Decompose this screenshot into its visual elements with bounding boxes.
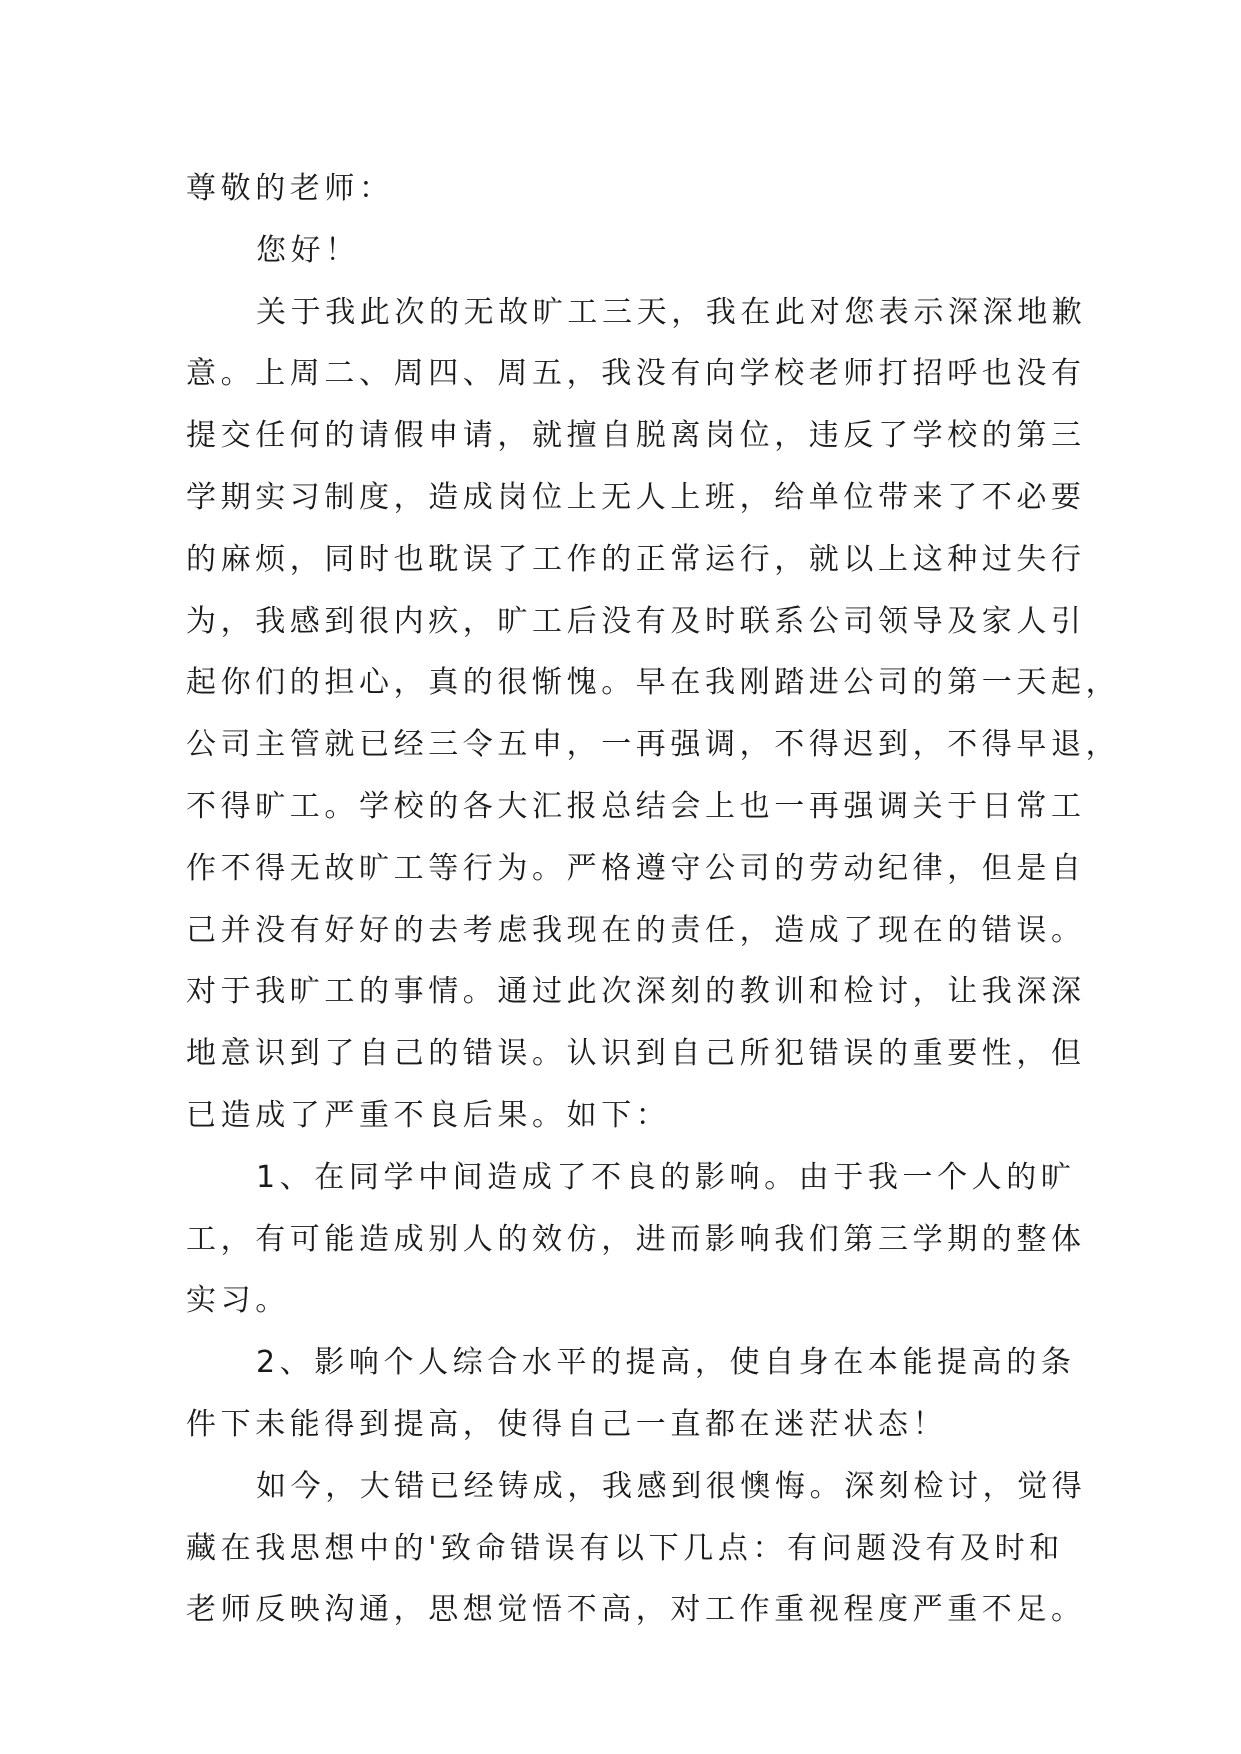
- text-line: 为，我感到很内疚，旷工后没有及时联系公司领导及家人引: [186, 603, 1086, 639]
- text-line: 的麻烦，同时也耽误了工作的正常运行，就以上这种过失行: [186, 541, 1086, 577]
- text-line: 已造成了严重不良后果。如下：: [186, 1097, 671, 1133]
- text-line: 1、在同学中间造成了不良的影响。由于我一个人的旷: [256, 1159, 1076, 1195]
- text-line: 学期实习制度，造成岗位上无人上班，给单位带来了不必要: [186, 479, 1086, 515]
- text-line: 工，有可能造成别人的效仿，进而影响我们第三学期的整体: [186, 1221, 1086, 1257]
- text-line: 提交任何的请假申请，就擅自脱离岗位，违反了学校的第三: [186, 418, 1086, 454]
- text-line: 起你们的担心，真的很惭愧。早在我刚踏进公司的第一天起，: [186, 665, 1121, 701]
- text-line: 意。上周二、周四、周五，我没有向学校老师打招呼也没有: [186, 356, 1086, 392]
- text-line: 不得旷工。学校的各大汇报总结会上也一再强调关于日常工: [186, 788, 1086, 824]
- text-line: 如今，大错已经铸成，我感到很懊悔。深刻检讨，觉得: [256, 1468, 1087, 1504]
- greeting: 尊敬的老师：: [186, 171, 394, 206]
- document-body: [186, 158, 1121, 1641]
- text-line: 藏在我思想中的'致命错误有以下几点：有问题没有及时和: [186, 1530, 1064, 1566]
- text-line: 己并没有好好的去考虑我现在的责任，造成了现在的错误。: [186, 912, 1086, 948]
- text-line: 实习。: [186, 1283, 290, 1319]
- text-line: 公司主管就已经三令五申，一再强调，不得迟到，不得早退，: [186, 727, 1121, 763]
- text-line: 关于我此次的无故旷工三天，我在此对您表示深深地歉: [256, 294, 1087, 330]
- text-line: 2、影响个人综合水平的提高，使自身在本能提高的条: [256, 1345, 1076, 1381]
- text-line: 件下未能得到提高，使得自己一直都在迷茫状态！: [186, 1406, 948, 1442]
- text-line: 您好！: [256, 232, 360, 268]
- text-line: 对于我旷工的事情。通过此次深刻的教训和检讨，让我深深: [186, 974, 1086, 1010]
- text-line: 地意识到了自己的错误。认识到自己所犯错误的重要性，但: [186, 1036, 1086, 1072]
- text-line: 作不得无故旷工等行为。严格遵守公司的劳动纪律，但是自: [186, 850, 1086, 886]
- text-line: 老师反映沟通，思想觉悟不高，对工作重视程度严重不足。: [186, 1592, 1086, 1628]
